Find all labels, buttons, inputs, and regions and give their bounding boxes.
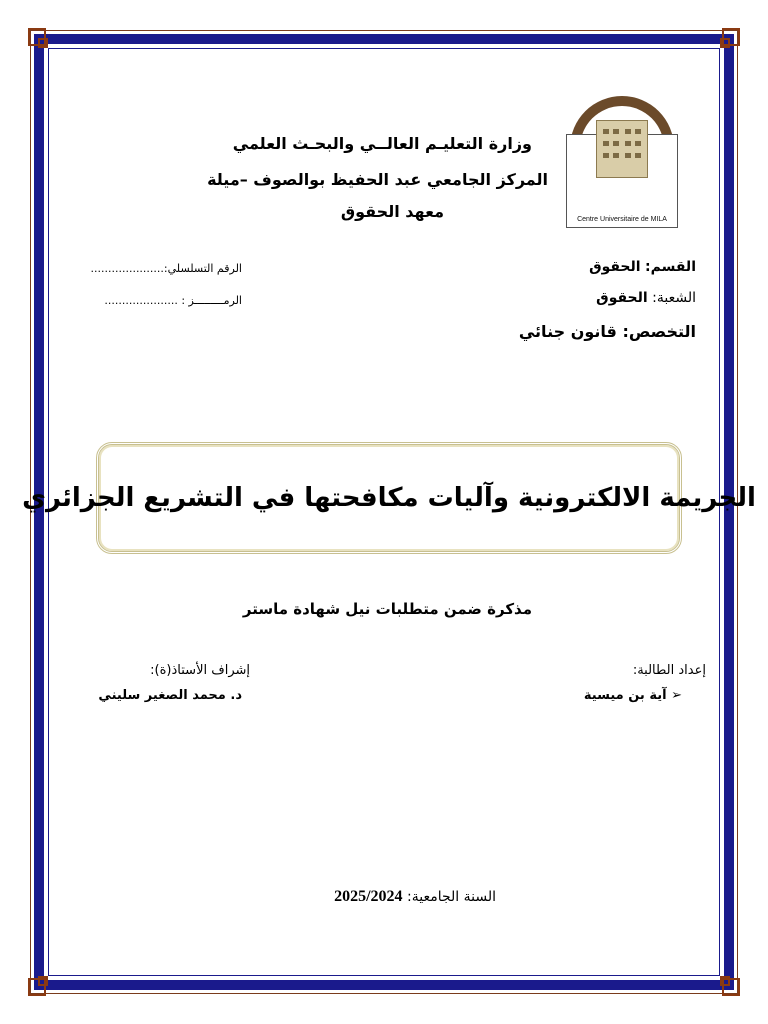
thesis-subtitle: مذكرة ضمن متطلبات نيل شهادة ماستر: [242, 600, 532, 618]
serial-dots: .....................: [90, 262, 164, 275]
serial-label: الرقم التسلسلي:: [163, 262, 242, 275]
branch-value: الحقوق: [596, 290, 648, 306]
specialty-value: قانون جنائي: [518, 322, 617, 341]
thesis-title-box: [22, 442, 756, 554]
department-value: الحقوق: [589, 259, 641, 275]
supervisor-name: د. محمد الصغير سليني: [98, 688, 242, 703]
university-logo: [566, 96, 678, 230]
institute-name: معهد الحقوق: [340, 202, 444, 221]
academic-year-label: السنة الجامعية:: [407, 889, 496, 905]
serial-number-line: [90, 262, 242, 275]
branch-label: الشعبة:: [652, 290, 696, 306]
code-label: الرمـــــــــز :: [181, 294, 242, 307]
university-building-icon: [596, 120, 648, 178]
bullet-arrow-icon: ➢: [671, 688, 682, 703]
code-dots: .....................: [104, 294, 178, 307]
student-name: آية بن ميسية: [583, 688, 667, 703]
code-line: [104, 294, 242, 307]
corner-ornament-bottom-right: [710, 966, 740, 996]
academic-year-value: 2025/2024: [334, 888, 403, 905]
department-label: القسم:: [645, 259, 696, 275]
academic-year-line: [334, 888, 496, 906]
corner-ornament-top-right: [710, 28, 740, 58]
supervisor-label: إشراف الأستاذ(ة):: [150, 663, 250, 678]
student-line: [584, 688, 682, 703]
specialty-line: [519, 322, 696, 341]
student-label: إعداد الطالبة:: [632, 663, 706, 678]
logo-caption: Centre Universitaire de MILA: [577, 216, 667, 223]
ministry-name: وزارة التعليـم العالــي والبحـث العلمي: [232, 134, 532, 153]
thesis-title: الجريمة الالكترونية وآليات مكافحتها في التشريع الجزائري: [22, 483, 756, 513]
department-line: [589, 259, 696, 275]
center-name: المركز الجامعي عبد الحفيظ بوالصوف –ميلة: [207, 170, 548, 189]
corner-ornament-top-left: [28, 28, 58, 58]
specialty-label: التخصص:: [622, 322, 696, 341]
branch-line: [596, 290, 696, 306]
corner-ornament-bottom-left: [28, 966, 58, 996]
